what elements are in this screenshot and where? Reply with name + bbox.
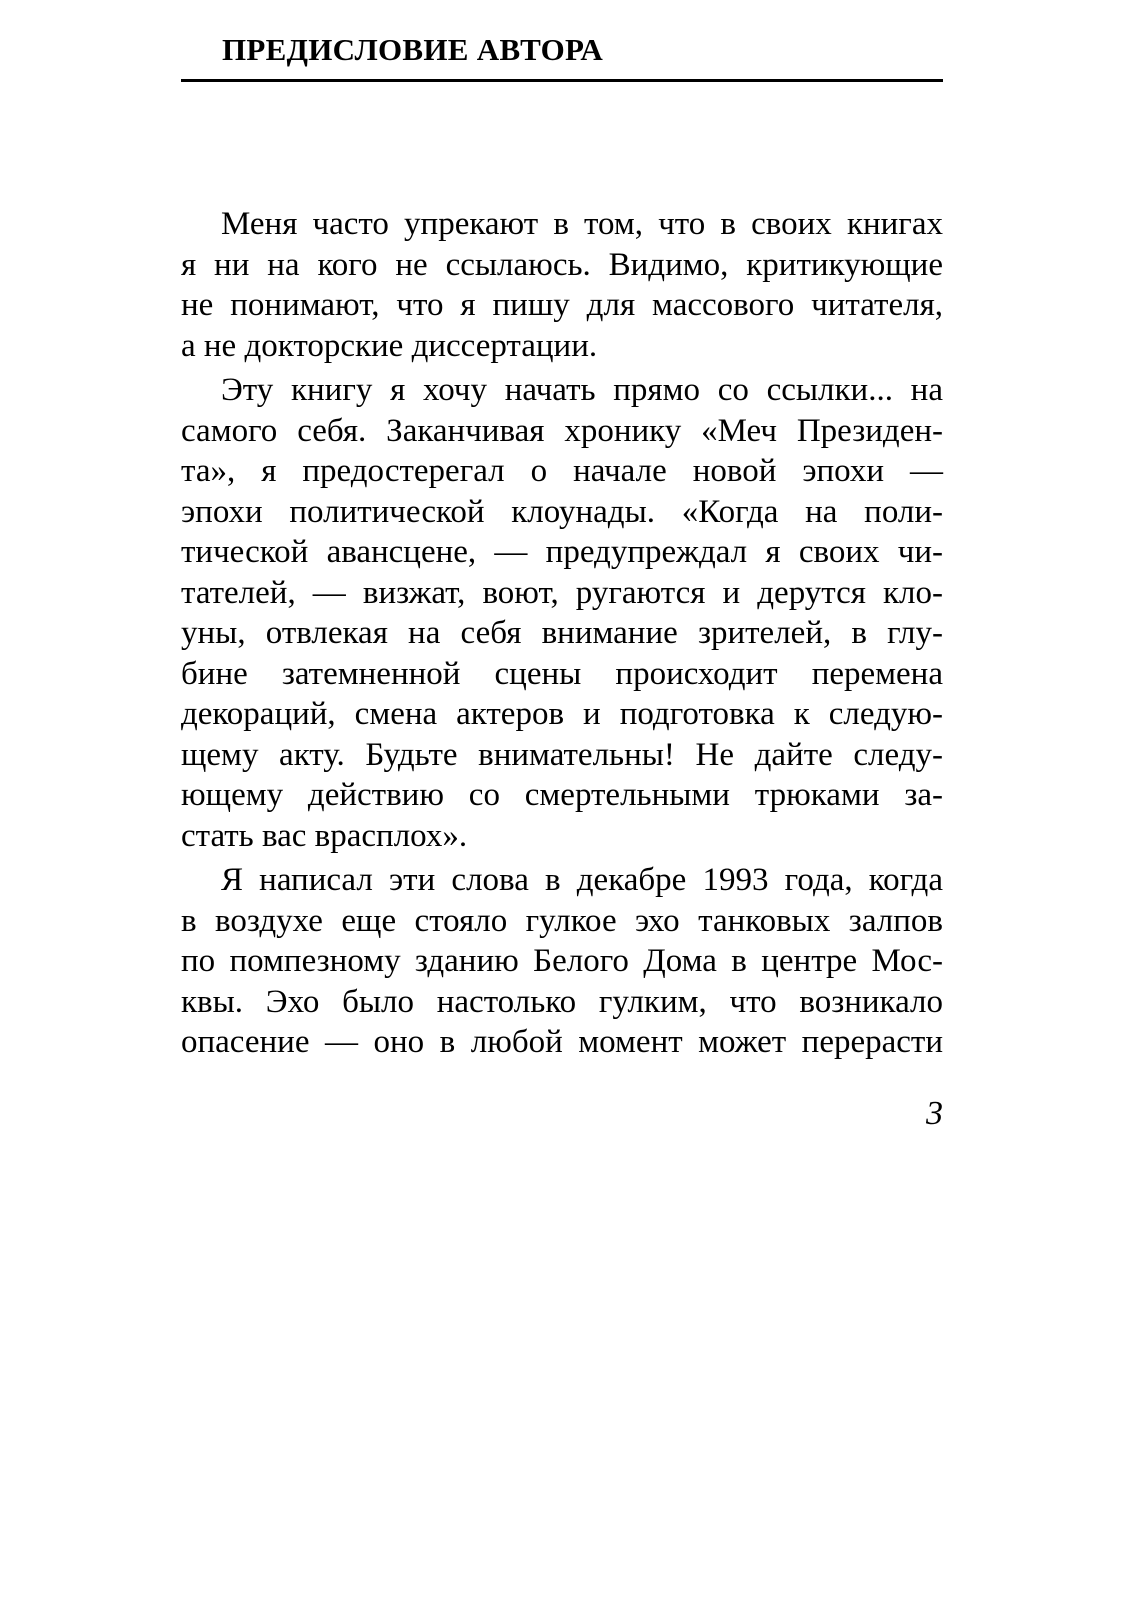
text-line: тической авансцене, — предупреждал я своих чи- — [181, 534, 943, 570]
text-line: опасение — оно в любой момент может перерасти — [181, 1024, 943, 1060]
running-head: ПРЕДИСЛОВИЕ АВТОРА — [222, 32, 604, 67]
text-line: та», я предостерегал о начале новой эпохи — — [181, 453, 943, 489]
text-line: по помпезному зданию Белого Дома в центре Мос- — [181, 943, 943, 979]
text-line: Меня часто упрекают в том, что в своих книгах — [221, 206, 943, 242]
text-line: бине затемненной сцены происходит перемена — [181, 655, 943, 692]
text-line: Я написал эти слова в декабре 1993 года, когда — [221, 862, 943, 898]
text-line: не понимают, что я пишу для массового читателя, — [181, 287, 943, 323]
text-line: уны, отвлекая на себя внимание зрителей, в глу- — [181, 615, 943, 651]
header-rule — [181, 79, 943, 82]
paragraph — [181, 204, 943, 366]
body-text — [181, 204, 943, 1063]
text-line: щему акту. Будьте внимательны! Не дайте следу- — [181, 736, 943, 773]
text-line: в воздухе еще стояло гулкое эхо танковых залпов — [181, 902, 943, 939]
text-line: квы. Эхо было настолько гулким, что возникало — [181, 983, 943, 1020]
text-line: а не докторские диссертации. — [181, 327, 598, 364]
text-line: декораций, смена актеров и подготовка к следую- — [181, 696, 943, 732]
text-line: стать вас врасплох». — [181, 817, 468, 854]
text-line: Эту книгу я хочу начать прямо со ссылки... на — [221, 372, 943, 408]
text-line: ющему действию со смертельными трюками за- — [181, 777, 943, 813]
paragraph — [181, 370, 943, 856]
text-line: эпохи политической клоунады. «Когда на поли- — [181, 493, 943, 530]
text-line: тателей, — визжат, воют, ругаются и дерутся кло- — [181, 574, 943, 611]
page-number: 3 — [926, 1095, 943, 1132]
text-line: самого себя. Заканчивая хронику «Меч Президен- — [181, 412, 943, 449]
text-line: я ни на кого не ссылаюсь. Видимо, критикующие — [181, 246, 943, 283]
paragraph — [181, 860, 943, 1063]
